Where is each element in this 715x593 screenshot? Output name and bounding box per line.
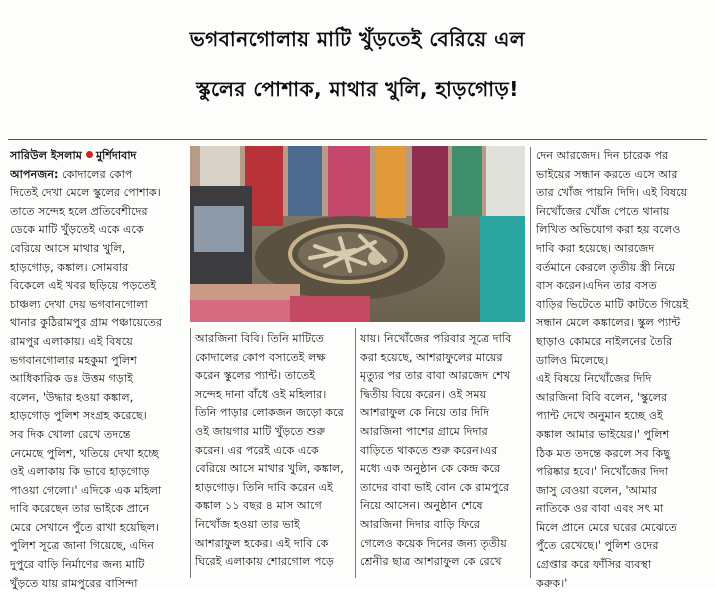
article-column-3 [360,330,530,572]
text-line: আরজিনা বিবি বলেন, 'স্কুলের [536,390,668,404]
news-photo [190,146,525,322]
text-line [10,575,188,593]
text-line [10,296,188,315]
text-line [10,426,188,445]
text-line: শ্রেনীর ছাত্র আশরাফুল কে রেখে [360,555,502,569]
text-line: বাড়ির ভিটেতে মাটি কাটতে গিয়েই [536,297,689,311]
text-run: ওই এলাকায় কি ভাবে হাড়গোড় [10,465,150,479]
text-run: খুঁড়তে যায় রামপুরের বাসিন্দা [10,576,138,590]
headline [0,14,715,114]
text-line [10,259,188,278]
text-line [10,519,188,538]
text-line: আরজিনা পাশের গ্রামে দিদার [360,424,488,438]
text-line [10,277,188,296]
text-line: প্যান্ট দেখে অনুমান হচ্ছে ওই [536,409,663,423]
text-line [10,370,188,389]
skeleton-dig-photo [190,146,525,322]
column-divider-3 [530,147,531,578]
text-line [10,352,188,371]
text-run: রামপুর এলাকায়। এই বিষয়ে [10,334,133,348]
text-line: তাদের বাবা ভাই বোন কে রামপুরে [360,480,510,494]
column-divider-2 [355,328,356,578]
text-line: মধ্যে এক অনুষ্ঠান কে কেন্দ্র করে [360,462,501,476]
text-line [10,184,188,203]
dateline: আপনজন: [10,167,59,181]
text-line: ডালিও মিলেছে। [536,353,609,367]
headline-line-1: ভগবানগোলায় মাটি খুঁড়তেই বেরিয়ে এল [189,27,526,51]
text-line: সন্ধান মেলে কঙ্কালের। স্কুল প্যান্ট [536,316,681,330]
text-line: বাস করেন।এদিন তার বসত [536,279,657,293]
text-line [10,221,188,240]
text-run: তাতে সন্দেহ হলে প্রতিবেশীদের [10,204,148,218]
reporter-name: সারিউল ইসলাম [10,149,82,162]
text-line: যায়। নিখোঁজের পরিবার সূত্রে দাবি [360,332,512,345]
text-line [10,463,188,482]
text-line: মৃত্যুর পর তার বাবা আরজেদ শেখ [360,369,511,383]
text-run: সব দিক খোলা রেখে তদন্তে [10,427,131,441]
text-line: আরজিনা দিদার বাড়ি ফিরে [360,517,481,531]
text-line: মিলে প্রানে মেরে ঘরের মেঝেতে [536,520,677,534]
text-line: করুক।' [536,576,568,590]
location-dot-icon [86,151,93,158]
text-line: কঙ্কাল আমার ভাইয়ের।' পুলিশ [536,427,670,441]
text-line [10,166,188,185]
text-line: পরিষ্কার হবে।' নিখোঁজের দিদা [536,465,668,479]
text-run: হাড়গোড়, কঙ্কাল। সোমবার [10,260,129,274]
text-line: তিনি পাড়ার লোকজন জড়ো করে [195,406,344,420]
text-run: ভগবানগোলার মহকুমা পুলিশ [10,353,137,367]
text-line [10,537,188,556]
text-line [10,333,188,352]
text-run: আধিকারিক ডঃ উত্তম গড়াই [10,372,133,386]
headline-divider [8,139,707,140]
column-divider-1 [190,328,191,578]
text-run: পাওয়া গেলো।' এদিকে এক মহিলা [10,483,162,497]
text-run: নেমেছে পুলিশ, খতিয়ে দেখা হচ্ছে [10,446,159,460]
byline-location: মুর্শিদাবাদ [95,149,137,162]
text-line: নিখোঁজের খোঁজ পেতে থানায় [536,204,670,218]
text-line: কোদালের কোপ বসাতেই লক্ষ [195,350,326,364]
text-run: হাড়গোড় পুলিশ সংগ্রহ করেছে। [10,409,147,423]
text-run: বেরিয়ে আসে মাথার খুলি, [10,241,126,255]
text-run: ডেকে মাটি খুঁড়তেই একে একে [10,223,144,237]
text-line: বেরিয়ে আসে মাথার খুলি, কঙ্কাল, [195,462,344,476]
text-line: ঘিরেই এলাকায় শোরগোল পড়ে [195,555,335,569]
text-line: ঠিক মত তদন্তে করলে সব কিছু [536,446,671,460]
text-line [10,500,188,519]
text-line: দ্বিতীয় বিয়ে করেন। ওই সময় [360,387,487,401]
text-line: নাতিকে ওর বাবা এবং সৎ মা [536,502,664,516]
article-column-1 [10,147,188,593]
text-run: পুলিশ সূত্রে জানা গিয়েছে, এদিন [10,539,154,553]
text-line: কঙ্কাল ১১ বছর ৪ মাস আগে [195,499,322,513]
text-line [10,240,188,259]
text-line: বাড়িতে থাকতে শুরু করেন।এর [360,443,498,457]
text-line: ছাড়াও কোমরে নাইলনের তৈরি [536,334,673,348]
text-line [10,314,188,333]
text-line [10,556,188,575]
text-line: নিয়ে আসেন। অনুষ্ঠান শেষে [360,499,483,513]
text-line: দাবি করা হয়েছে। আরজেদ [536,241,655,255]
text-line: গেলেও কয়েক দিনের জন্য তৃতীয় [360,536,507,550]
text-run: দিতেই দেখা মেলে স্কুলের পোশাক। [10,186,161,200]
text-run: দাবি করেছেন তার ভাইকে প্রানে [10,502,150,516]
text-run: বিকেলে এই খবর ছড়িয়ে পড়তেই [10,279,157,293]
text-line [10,482,188,501]
text-run: দুপুরে বাড়ি নির্মাণের জন্য মাটি [10,558,145,572]
text-line [10,203,188,222]
text-run: থানার কুঠিরামপুর গ্রাম পঞ্চায়েতের [10,316,163,330]
text-line: ভাইয়ের সন্ধান করতে এসে আর [536,167,678,181]
text-line: গ্রেপ্তার করে ফাঁসির ব্যবস্থা [536,558,652,572]
text-line: হাড়গোড়। তিনি দাবি করেন এই [195,480,333,494]
text-line [10,389,188,408]
text-line: করেন স্কুলের প্যান্ট। তাতেই [195,369,316,383]
text-line: পুঁতে রেখেছে।' পুলিশ ওদের [536,539,659,553]
text-line: তার খোঁজ পায়নি দিদি। এই বিষয়ে [536,186,688,200]
text-run: কোদালের কোপ [58,167,133,181]
text-line: ওই জায়গার মাটি খুঁড়তে শুরু [195,424,326,438]
text-line: আশরাফুল হকের। এই দাবি কে [195,536,329,550]
text-line: বর্তমানে কেরলে তৃতীয় স্ত্রী নিয়ে [536,260,676,274]
text-line: নিখোঁজ হওয়া তার ভাই [195,517,300,531]
text-line: লিখিত অভিযোগ করা হয় বলেও [536,223,681,237]
text-run: চাঞ্চল্য দেখা দেয় ভগবানগোলা [10,297,148,311]
headline-line-2: স্কুলের পোশাক, মাথার খুলি, হাড়গোড়! [196,77,519,101]
text-line: জাসু বেওয়া বলেন, 'আমার [536,483,658,497]
text-run: বলেন, 'উদ্ধার হওয়া কঙ্কাল, [10,390,134,404]
text-line: এই বিষয়ে নিখোঁজের দিদি [536,372,652,386]
text-line [10,445,188,464]
text-line: দেন আরজেদ। দিন চারেক পর [536,149,669,162]
article-column-2 [195,330,355,572]
text-line: করা হয়েছে, আশরাফুলের মায়ের [360,350,503,364]
article-column-4 [536,147,711,593]
byline [10,147,188,166]
text-line: আরজিনা বিবি। তিনি মাটিতে [195,332,324,345]
text-line: আশরাফুল কে নিয়ে তার দিদি [360,406,490,420]
text-line: সন্দেহ দানা বাঁধে ওই মহিলার। [195,387,327,401]
text-line: করেন। এর পরেই একে একে [195,443,319,457]
text-line [10,407,188,426]
text-run: মেরে সেখানে পুঁতে রাখা হয়েছিল। [10,520,160,534]
